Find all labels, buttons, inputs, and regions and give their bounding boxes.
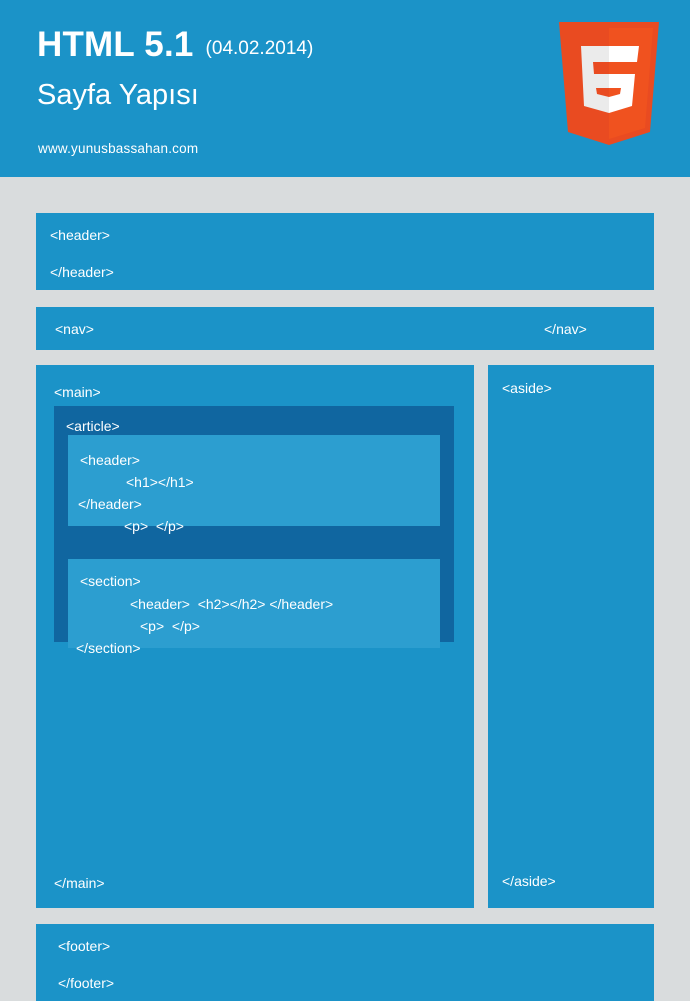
page-title xyxy=(37,26,313,64)
tag-footer-open: <footer> xyxy=(58,938,111,954)
html5-shield-icon xyxy=(551,22,667,145)
tag-footer-close: </footer> xyxy=(58,975,115,991)
tag-h1: <h1></h1> xyxy=(126,474,194,490)
tag-article-paragraph: <p> </p> xyxy=(124,518,184,534)
tag-main-open: <main> xyxy=(54,384,101,400)
tag-main-close: </main> xyxy=(54,875,105,891)
page-structure-diagram xyxy=(0,177,690,991)
page-subtitle: Sayfa Yapısı xyxy=(37,79,199,111)
diagram-block-footer xyxy=(36,924,654,1001)
diagram-block-header xyxy=(36,213,654,290)
tag-article-header-close: </header> xyxy=(78,496,142,512)
diagram-block-aside xyxy=(488,365,654,908)
tag-section-paragraph: <p> </p> xyxy=(140,618,200,634)
tag-article-open: <article> xyxy=(66,418,120,434)
tag-aside-open: <aside> xyxy=(502,380,552,396)
diagram-block-article-header xyxy=(68,435,440,534)
tag-section-header-line: <header> <h2></h2> </header> xyxy=(130,596,334,612)
tag-section-open: <section> xyxy=(80,573,141,589)
tag-article-header-open: <header> xyxy=(80,452,140,468)
title-main-text: HTML 5.1 xyxy=(37,25,194,64)
tag-nav-close: </nav> xyxy=(544,321,587,337)
tag-aside-close: </aside> xyxy=(502,873,556,889)
diagram-block-section xyxy=(68,559,440,656)
tag-nav-open: <nav> xyxy=(55,321,94,337)
tag-section-close: </section> xyxy=(76,640,141,656)
title-band xyxy=(0,0,690,177)
tag-header-open: <header> xyxy=(50,227,110,243)
site-url-label: www.yunusbassahan.com xyxy=(38,141,199,156)
tag-header-close: </header> xyxy=(50,264,114,280)
title-date-text: (04.02.2014) xyxy=(205,38,314,59)
diagram-block-nav xyxy=(36,307,654,350)
